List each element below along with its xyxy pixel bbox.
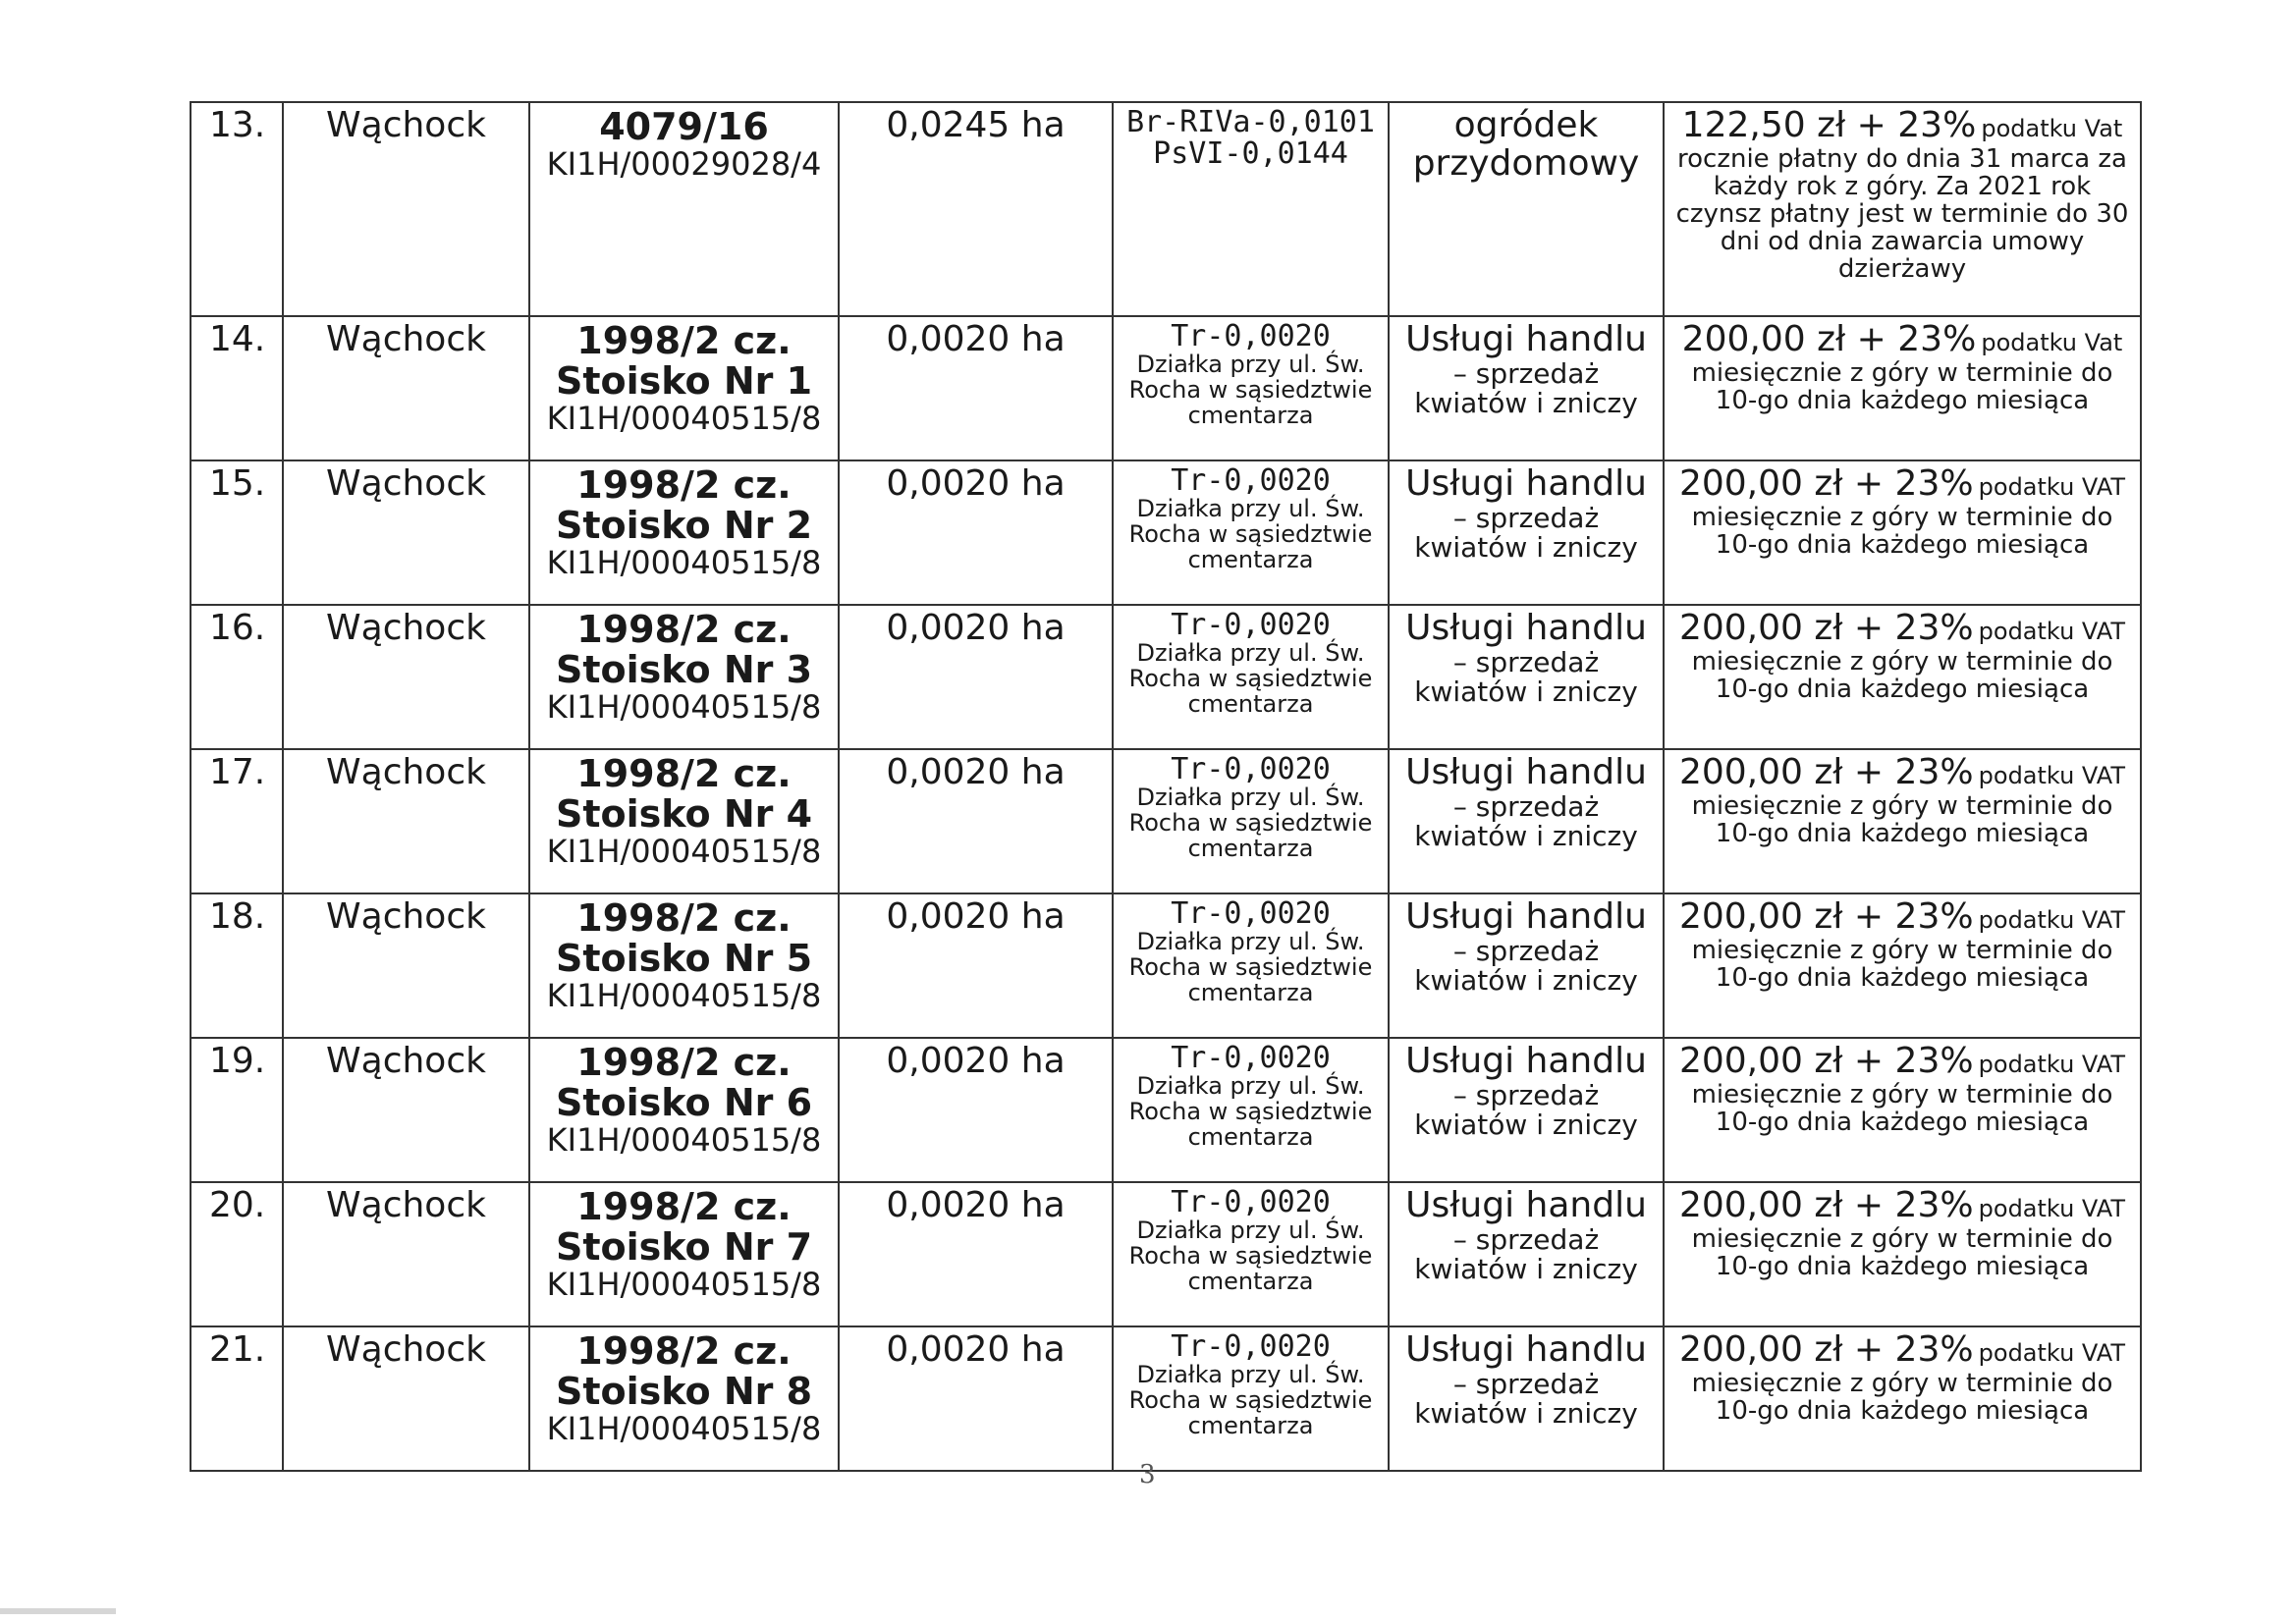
land-class-cell [1113, 605, 1389, 749]
purpose-cell [1389, 102, 1664, 316]
row-number-cell [191, 1182, 283, 1326]
area-value: 0,0020 ha [886, 1329, 1066, 1370]
land-register-number: KI1H/00040515/8 [546, 1121, 822, 1160]
purpose-detail: – sprzedaż kwiatów i zniczy [1414, 1222, 1638, 1286]
area-value: 0,0020 ha [886, 752, 1066, 792]
land-register-number: KI1H/00040515/8 [546, 688, 822, 727]
rent-cell [1664, 102, 2141, 316]
purpose-detail: – sprzedaż kwiatów i zniczy [1414, 1367, 1638, 1431]
purpose-cell [1389, 893, 1664, 1038]
purpose-main: Usługi handlu [1405, 1041, 1647, 1081]
location-note: Działka przy ul. Św. Rocha w sąsiedztwie cmentarza [1128, 351, 1373, 430]
area-cell [839, 893, 1113, 1038]
purpose-detail: – sprzedaż kwiatów i zniczy [1414, 934, 1638, 998]
land-class-primary: Tr-0,0020 [1171, 319, 1331, 353]
purpose-cell [1389, 605, 1664, 749]
row-number: 19. [209, 1041, 266, 1081]
area-value: 0,0020 ha [886, 319, 1066, 359]
purpose-main: Usługi handlu [1405, 752, 1647, 792]
land-register-number: KI1H/00040515/8 [546, 544, 822, 582]
rent-vat-label: podatku VAT [1978, 473, 2126, 501]
purpose-detail: – sprzedaż kwiatów i zniczy [1414, 356, 1638, 420]
area-cell [839, 1182, 1113, 1326]
place-name: Wąchock [326, 1329, 486, 1370]
land-class-cell [1113, 893, 1389, 1038]
purpose-main: Usługi handlu [1405, 608, 1647, 648]
table-row [191, 460, 2141, 605]
row-number: 15. [209, 463, 266, 504]
place-name: Wąchock [326, 608, 486, 648]
stall-number: Stoisko Nr 5 [555, 937, 813, 981]
row-number-cell [191, 102, 283, 316]
row-number-cell [191, 460, 283, 605]
purpose-main: Usługi handlu [1405, 1329, 1647, 1370]
land-class-cell [1113, 102, 1389, 316]
rent-payment-terms: miesięcznie z góry w terminie do 10-go dnia każdego miesiąca [1691, 1368, 2113, 1426]
rent-vat-label: podatku VAT [1978, 1195, 2126, 1222]
row-number-cell [191, 893, 283, 1038]
purpose-cell [1389, 1038, 1664, 1182]
area-value: 0,0020 ha [886, 463, 1066, 504]
land-register-number: KI1H/00040515/8 [546, 977, 822, 1015]
parcel-cell [529, 749, 839, 893]
rent-payment-terms: miesięcznie z góry w terminie do 10-go dnia każdego miesiąca [1691, 502, 2113, 560]
area-cell [839, 749, 1113, 893]
rent-amount: 200,00 zł + 23% [1678, 1041, 1974, 1081]
area-cell [839, 1038, 1113, 1182]
land-class-cell [1113, 1038, 1389, 1182]
rent-cell [1664, 893, 2141, 1038]
rent-vat-label: podatku VAT [1978, 618, 2126, 645]
rent-amount: 200,00 zł + 23% [1678, 1329, 1974, 1370]
place-name: Wąchock [326, 752, 486, 792]
lease-table [190, 101, 2142, 1472]
parcel-cell [529, 1038, 839, 1182]
parcel-cell [529, 460, 839, 605]
row-number: 21. [209, 1329, 266, 1370]
rent-amount: 200,00 zł + 23% [1681, 319, 1977, 359]
stall-number: Stoisko Nr 4 [555, 792, 813, 837]
parcel-cell [529, 1326, 839, 1471]
place-name: Wąchock [326, 463, 486, 504]
land-class-primary: Tr-0,0020 [1171, 752, 1331, 786]
land-class-secondary: PsVI-0,0144 [1153, 136, 1348, 172]
table-row [191, 1182, 2141, 1326]
rent-amount: 200,00 zł + 23% [1678, 896, 1974, 937]
rent-vat-label: podatku Vat [1981, 329, 2123, 356]
rent-payment-terms: miesięcznie z góry w terminie do 10-go dnia każdego miesiąca [1691, 935, 2113, 993]
location-note: Działka przy ul. Św. Rocha w sąsiedztwie cmentarza [1128, 639, 1373, 719]
area-cell [839, 102, 1113, 316]
land-register-number: KI1H/00040515/8 [546, 1410, 822, 1448]
purpose-main: ogródek przydomowy [1412, 105, 1640, 184]
parcel-number: 1998/2 cz. [576, 896, 792, 940]
land-register-number: KI1H/00040515/8 [546, 833, 822, 871]
row-number-cell [191, 1038, 283, 1182]
rent-amount: 200,00 zł + 23% [1678, 752, 1974, 792]
location-note: Działka przy ul. Św. Rocha w sąsiedztwie cmentarza [1128, 784, 1373, 863]
stall-number: Stoisko Nr 3 [555, 648, 813, 692]
rent-payment-terms: miesięcznie z góry w terminie do 10-go dnia każdego miesiąca [1691, 1079, 2113, 1137]
land-register-number: KI1H/00029028/4 [546, 145, 822, 184]
rent-cell [1664, 460, 2141, 605]
purpose-main: Usługi handlu [1405, 319, 1647, 359]
area-cell [839, 605, 1113, 749]
stall-number: Stoisko Nr 1 [555, 359, 813, 404]
place-cell [283, 1182, 529, 1326]
purpose-cell [1389, 1182, 1664, 1326]
rent-amount: 200,00 zł + 23% [1678, 608, 1974, 648]
rent-cell [1664, 1326, 2141, 1471]
land-register-number: KI1H/00040515/8 [546, 400, 822, 438]
location-note: Działka przy ul. Św. Rocha w sąsiedztwie cmentarza [1128, 1361, 1373, 1440]
stall-number: Stoisko Nr 6 [555, 1081, 813, 1125]
place-cell [283, 316, 529, 460]
land-class-primary: Br-RIVa-0,0101 [1126, 105, 1375, 139]
page-number: 3 [1139, 1460, 1156, 1489]
area-value: 0,0020 ha [886, 896, 1066, 937]
rent-vat-label: podatku Vat [1981, 115, 2123, 142]
row-number-cell [191, 605, 283, 749]
purpose-main: Usługi handlu [1405, 1185, 1647, 1225]
purpose-detail: – sprzedaż kwiatów i zniczy [1414, 789, 1638, 853]
place-cell [283, 893, 529, 1038]
table-body [191, 102, 2141, 1471]
land-register-number: KI1H/00040515/8 [546, 1266, 822, 1304]
parcel-number: 1998/2 cz. [576, 463, 792, 507]
place-name: Wąchock [326, 319, 486, 359]
area-value: 0,0020 ha [886, 608, 1066, 648]
rent-amount: 200,00 zł + 23% [1678, 1185, 1974, 1225]
row-number: 14. [209, 319, 266, 359]
land-class-primary: Tr-0,0020 [1171, 1329, 1331, 1364]
purpose-detail: – sprzedaż kwiatów i zniczy [1414, 645, 1638, 709]
area-cell [839, 316, 1113, 460]
parcel-cell [529, 102, 839, 316]
rent-vat-label: podatku VAT [1978, 1339, 2126, 1367]
row-number: 17. [209, 752, 266, 792]
land-class-cell [1113, 1182, 1389, 1326]
rent-payment-terms: miesięcznie z góry w terminie do 10-go dnia każdego miesiąca [1691, 357, 2113, 415]
place-name: Wąchock [326, 105, 486, 145]
location-note: Działka przy ul. Św. Rocha w sąsiedztwie cmentarza [1128, 1217, 1373, 1296]
location-note: Działka przy ul. Św. Rocha w sąsiedztwie cmentarza [1128, 928, 1373, 1007]
place-name: Wąchock [326, 1041, 486, 1081]
location-note: Działka przy ul. Św. Rocha w sąsiedztwie cmentarza [1128, 495, 1373, 574]
purpose-cell [1389, 749, 1664, 893]
rent-payment-terms: miesięcznie z góry w terminie do 10-go dnia każdego miesiąca [1691, 1223, 2113, 1281]
place-name: Wąchock [326, 1185, 486, 1225]
stall-number: Stoisko Nr 2 [555, 504, 813, 548]
table-row [191, 749, 2141, 893]
land-class-cell [1113, 1326, 1389, 1471]
row-number: 20. [209, 1185, 266, 1225]
rent-amount: 122,50 zł + 23% [1681, 105, 1977, 145]
table-row [191, 316, 2141, 460]
purpose-cell [1389, 316, 1664, 460]
place-cell [283, 605, 529, 749]
scan-edge-mark [0, 1608, 116, 1614]
parcel-cell [529, 1182, 839, 1326]
land-class-primary: Tr-0,0020 [1171, 1041, 1331, 1075]
parcel-cell [529, 316, 839, 460]
table-row [191, 1038, 2141, 1182]
rent-cell [1664, 316, 2141, 460]
purpose-cell [1389, 460, 1664, 605]
rent-payment-terms: miesięcznie z góry w terminie do 10-go dnia każdego miesiąca [1691, 790, 2113, 848]
area-cell [839, 460, 1113, 605]
parcel-cell [529, 893, 839, 1038]
land-class-primary: Tr-0,0020 [1171, 896, 1331, 931]
stall-number: Stoisko Nr 8 [555, 1370, 813, 1414]
table-row [191, 893, 2141, 1038]
rent-vat-label: podatku VAT [1978, 906, 2126, 934]
place-cell [283, 749, 529, 893]
parcel-number: 1998/2 cz. [576, 752, 792, 795]
table-row [191, 1326, 2141, 1471]
rent-payment-terms: rocznie płatny do dnia 31 marca za każdy rok z góry. Za 2021 rok czynsz płatny jest w terminie do 30 dni od dnia zawarcia umowy dzierżawy [1675, 143, 2129, 285]
rent-cell [1664, 1038, 2141, 1182]
rent-vat-label: podatku VAT [1978, 762, 2126, 789]
land-class-cell [1113, 316, 1389, 460]
area-value: 0,0020 ha [886, 1185, 1066, 1225]
parcel-cell [529, 605, 839, 749]
row-number: 13. [209, 105, 266, 145]
purpose-cell [1389, 1326, 1664, 1471]
land-class-cell [1113, 749, 1389, 893]
purpose-detail: – sprzedaż kwiatów i zniczy [1414, 1078, 1638, 1142]
land-class-primary: Tr-0,0020 [1171, 463, 1331, 498]
row-number: 16. [209, 608, 266, 648]
table-row [191, 605, 2141, 749]
row-number-cell [191, 316, 283, 460]
stall-number: Stoisko Nr 7 [555, 1225, 813, 1270]
purpose-main: Usługi handlu [1405, 463, 1647, 504]
place-cell [283, 1326, 529, 1471]
rent-amount: 200,00 zł + 23% [1678, 463, 1974, 504]
land-class-primary: Tr-0,0020 [1171, 1185, 1331, 1219]
place-cell [283, 102, 529, 316]
parcel-number: 4079/16 [599, 105, 769, 148]
parcel-number: 1998/2 cz. [576, 608, 792, 651]
area-value: 0,0245 ha [886, 105, 1066, 145]
rent-cell [1664, 605, 2141, 749]
row-number-cell [191, 749, 283, 893]
rent-payment-terms: miesięcznie z góry w terminie do 10-go dnia każdego miesiąca [1691, 646, 2113, 704]
row-number: 18. [209, 896, 266, 937]
land-class-cell [1113, 460, 1389, 605]
place-cell [283, 1038, 529, 1182]
rent-cell [1664, 749, 2141, 893]
location-note: Działka przy ul. Św. Rocha w sąsiedztwie cmentarza [1128, 1072, 1373, 1152]
parcel-number: 1998/2 cz. [576, 319, 792, 362]
area-value: 0,0020 ha [886, 1041, 1066, 1081]
place-cell [283, 460, 529, 605]
row-number-cell [191, 1326, 283, 1471]
rent-cell [1664, 1182, 2141, 1326]
parcel-number: 1998/2 cz. [576, 1041, 792, 1084]
place-name: Wąchock [326, 896, 486, 937]
area-cell [839, 1326, 1113, 1471]
table-row [191, 102, 2141, 316]
land-class-primary: Tr-0,0020 [1171, 608, 1331, 642]
purpose-main: Usługi handlu [1405, 896, 1647, 937]
rent-vat-label: podatku VAT [1978, 1051, 2126, 1078]
parcel-number: 1998/2 cz. [576, 1329, 792, 1373]
parcel-number: 1998/2 cz. [576, 1185, 792, 1228]
purpose-detail: – sprzedaż kwiatów i zniczy [1414, 501, 1638, 565]
